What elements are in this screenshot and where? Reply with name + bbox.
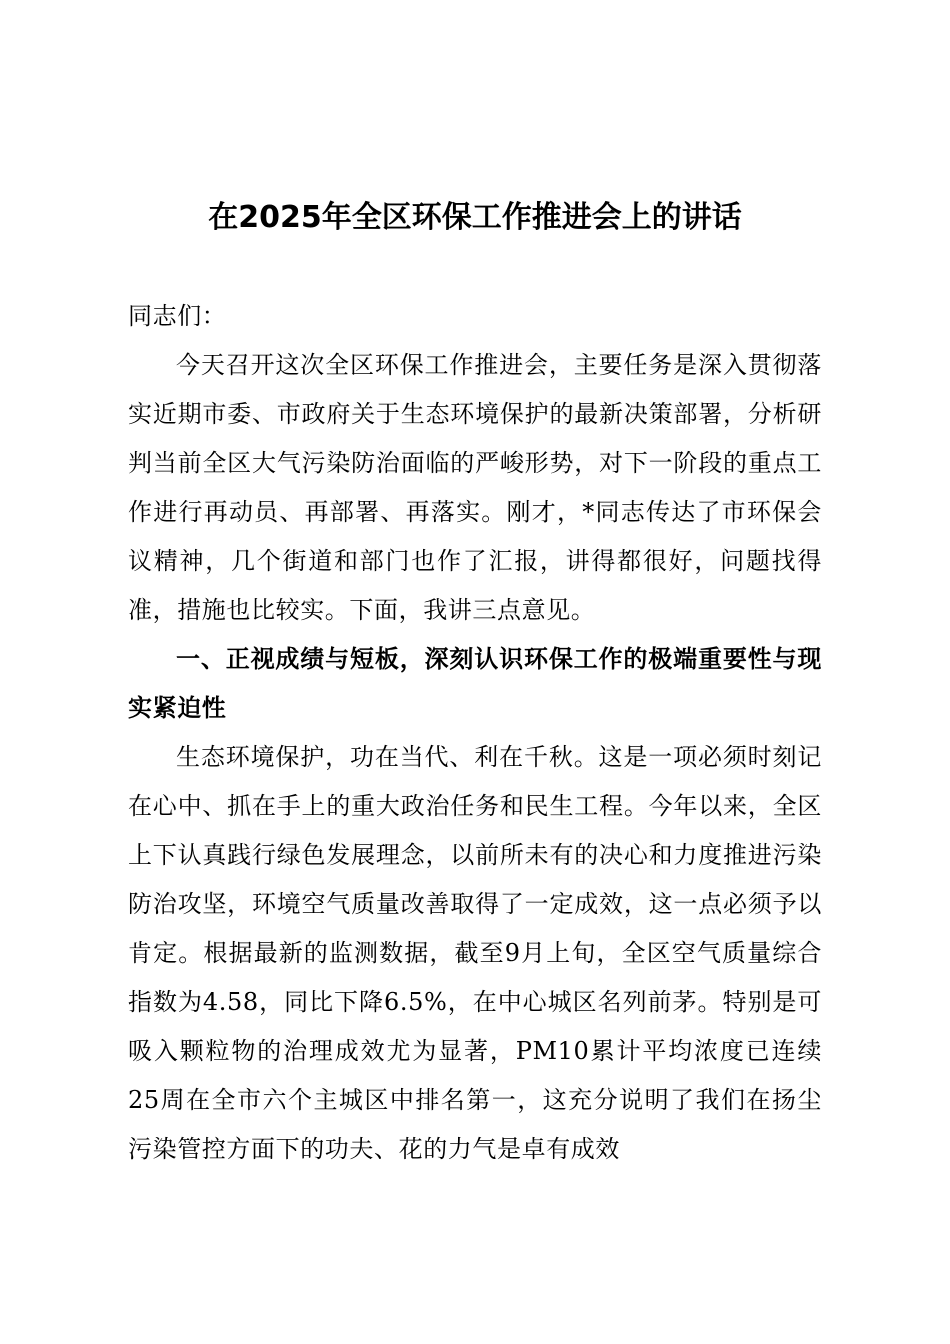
salutation: 同志们： <box>128 302 227 330</box>
document-title: 在2025年全区环保工作推进会上的讲话 <box>208 200 742 235</box>
paragraph-intro: 今天召开这次全区环保工作推进会，主要任务是深入贯彻落实近期市委、市政府关于生态环境保护的最新决策部署，分析研判当前全区大气污染防治面临的严峻形势，对下一阶段的重点工作进行再动员、再部署、再落实。刚才，*同志传达了市环保会议精神，几个街道和部门也作了汇报，讲得都很好，问题找得准，措施也比较实。下面，我讲三点意见。 <box>128 351 822 624</box>
paragraph-section-1: 生态环境保护，功在当代、利在千秋。这是一项必须时刻记在心中、抓在手上的重大政治任务和民生工程。今年以来，全区上下认真践行绿色发展理念，以前所未有的决心和力度推进污染防治攻坚，环境空气质量改善取得了一定成效，这一点必须予以肯定。根据最新的监测数据，截至9月上旬，全区空气质量综合指数为4.58，同比下降6.5%，在中心城区名列前茅。特别是可吸入颗粒物的治理成效尤为显著，PM10累计平均浓度已连续25周在全市六个主城区中排名第一，这充分说明了我们在扬尘污染管控方面下的功夫、花的力气是卓有成效 <box>128 743 822 1163</box>
document-body <box>128 292 822 1174</box>
section-heading-1: 一、正视成绩与短板，深刻认识环保工作的极端重要性与现实紧迫性 <box>128 645 822 722</box>
